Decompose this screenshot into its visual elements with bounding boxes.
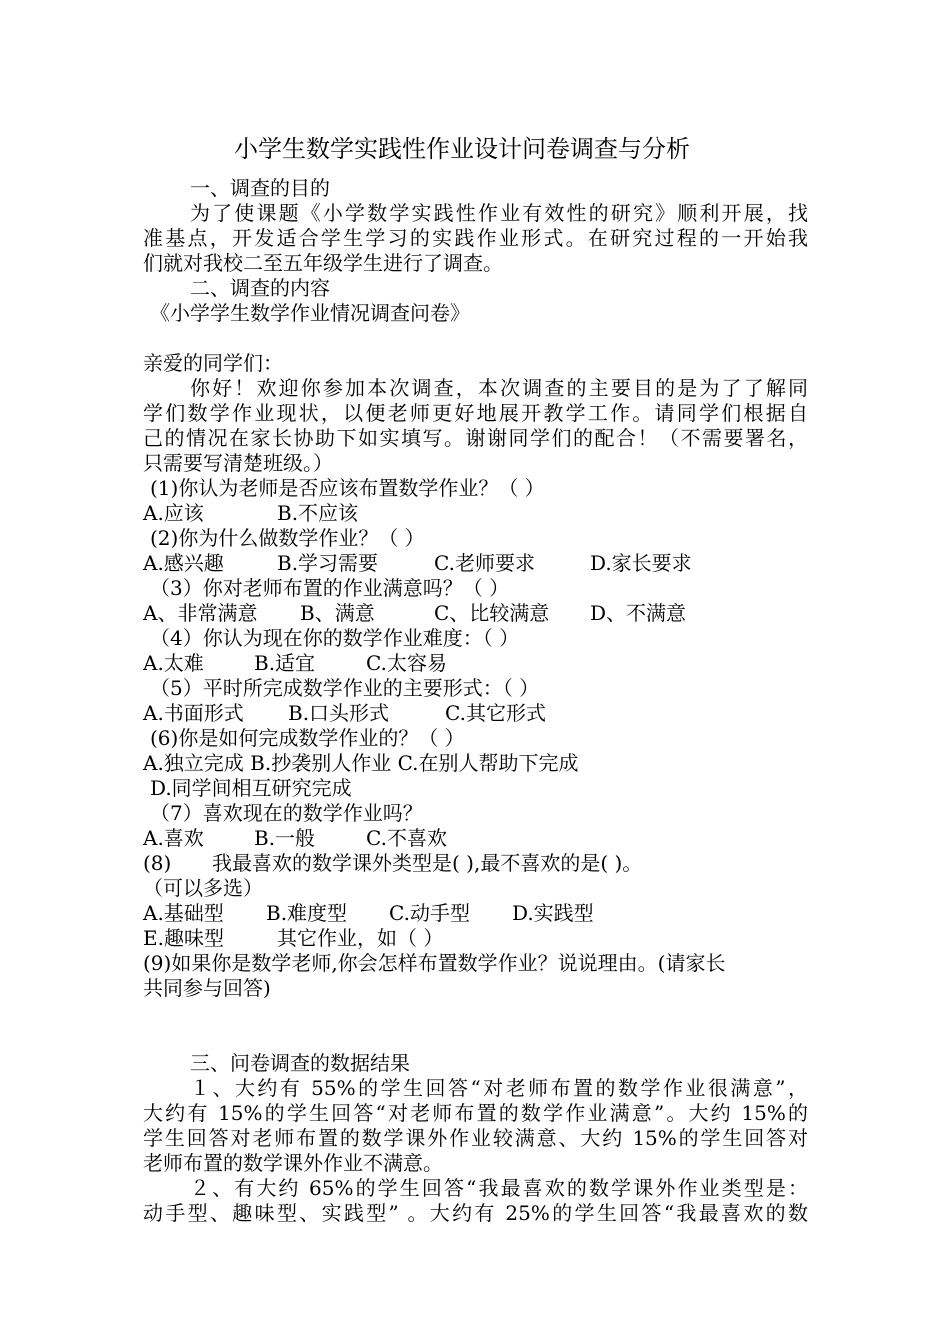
result-line: １、大约有 55%的学生回答“对老师布置的数学作业很满意”， (190, 1076, 808, 1100)
result-line: 学生回答对老师布置的数学课外作业较满意、大约 15%的学生回答对 (143, 1126, 808, 1150)
question-6: (6)你是如何完成数学作业的？（ ） (150, 726, 465, 750)
intro-line: 只需要写清楚班级。） (143, 451, 333, 475)
option: A.书面形式 (143, 701, 244, 725)
section3-heading: 三、问卷调查的数据结果 (190, 1051, 410, 1075)
section1-line: 准基点，开发适合学生学习的实践作业形式。在研究过程的一开始我 (143, 226, 808, 250)
option: C、比较满意 (434, 601, 550, 625)
option: D.实践型 (512, 901, 594, 925)
intro-line: 学们数学作业现状，以便老师更好地展开教学工作。请同学们根据自 (143, 401, 808, 425)
result-line: 动手型、趣味型、实践型” 。大约有 25%的学生回答“我最喜欢的数 (143, 1201, 808, 1225)
option-line: A.独立完成 B.抄袭别人作业 C.在别人帮助下完成 (143, 751, 579, 775)
question-2: (2)你为什么做数学作业？（ ） (150, 526, 425, 550)
greeting: 亲爱的同学们： (143, 351, 283, 375)
option: B.口头形式 (288, 701, 390, 725)
result-line: 老师布置的数学课外作业不满意。 (143, 1151, 443, 1175)
option: C.动手型 (389, 901, 470, 925)
question-8-note: （可以多选） (143, 876, 263, 900)
option: B、满意 (300, 601, 375, 625)
section1-line: 为了使课题《小学数学实践性作业有效性的研究》顺利开展，找 (190, 201, 808, 225)
option: A.基础型 (143, 901, 224, 925)
option: B.一般 (254, 826, 316, 850)
section1-heading: 一、调查的目的 (190, 176, 330, 200)
option: B.难度型 (266, 901, 348, 925)
option: C.不喜欢 (366, 826, 447, 850)
option: A.喜欢 (143, 826, 204, 850)
option: D.家长要求 (590, 551, 692, 575)
question-8: 我最喜欢的数学课外类型是( ),最不喜欢的是( )。 (212, 851, 643, 875)
question-7: （7）喜欢现在的数学作业吗？ (150, 801, 423, 825)
intro-line: 你好！欢迎你参加本次调查，本次调查的主要目的是为了了解同 (190, 376, 808, 400)
option: A.应该 (143, 501, 204, 525)
questionnaire-title: 《小学学生数学作业情况调查问卷》 (150, 301, 470, 325)
result-line: ２、有大约 65%的学生回答“我最喜欢的数学课外作业类型是： (190, 1176, 808, 1200)
result-line: 大约有 15%的学生回答“对老师布置的数学作业满意”。大约 15%的 (143, 1101, 808, 1125)
option: B.不应该 (277, 501, 359, 525)
option: E.趣味型 (143, 926, 224, 950)
option: A、非常满意 (143, 601, 258, 625)
option: C.其它形式 (445, 701, 546, 725)
section1-line: 们就对我校二至五年级学生进行了调查。 (143, 251, 503, 275)
option: A.感兴趣 (143, 551, 224, 575)
option: 其它作业，如（ ） (277, 926, 444, 950)
section2-heading: 二、调查的内容 (190, 276, 330, 300)
option: A.太难 (143, 651, 204, 675)
question-3: （3）你对老师布置的作业满意吗？（ ） (150, 576, 510, 600)
question-9: 共同参与回答) (143, 976, 271, 1000)
question-1: (1)你认为老师是否应该布置数学作业？（ ） (150, 476, 545, 500)
option: D.同学间相互研究完成 (150, 776, 352, 800)
document-title: 小学生数学实践性作业设计问卷调查与分析 (234, 135, 690, 163)
question-9: (9)如果你是数学老师,你会怎样布置数学作业？说说理由。(请家长 (143, 951, 726, 975)
option: D、不满意 (590, 601, 687, 625)
option: B.学习需要 (277, 551, 379, 575)
question-4: （4）你认为现在你的数学作业难度：（ ） (150, 626, 520, 650)
option: C.老师要求 (434, 551, 535, 575)
option: B.适宜 (254, 651, 316, 675)
question-5: （5）平时所完成数学作业的主要形式：（ ） (150, 676, 540, 700)
question-8-number: (8) (143, 851, 172, 875)
intro-line: 己的情况在家长协助下如实填写。谢谢同学们的配合！（不需要署名， (143, 426, 808, 450)
option: C.太容易 (366, 651, 447, 675)
